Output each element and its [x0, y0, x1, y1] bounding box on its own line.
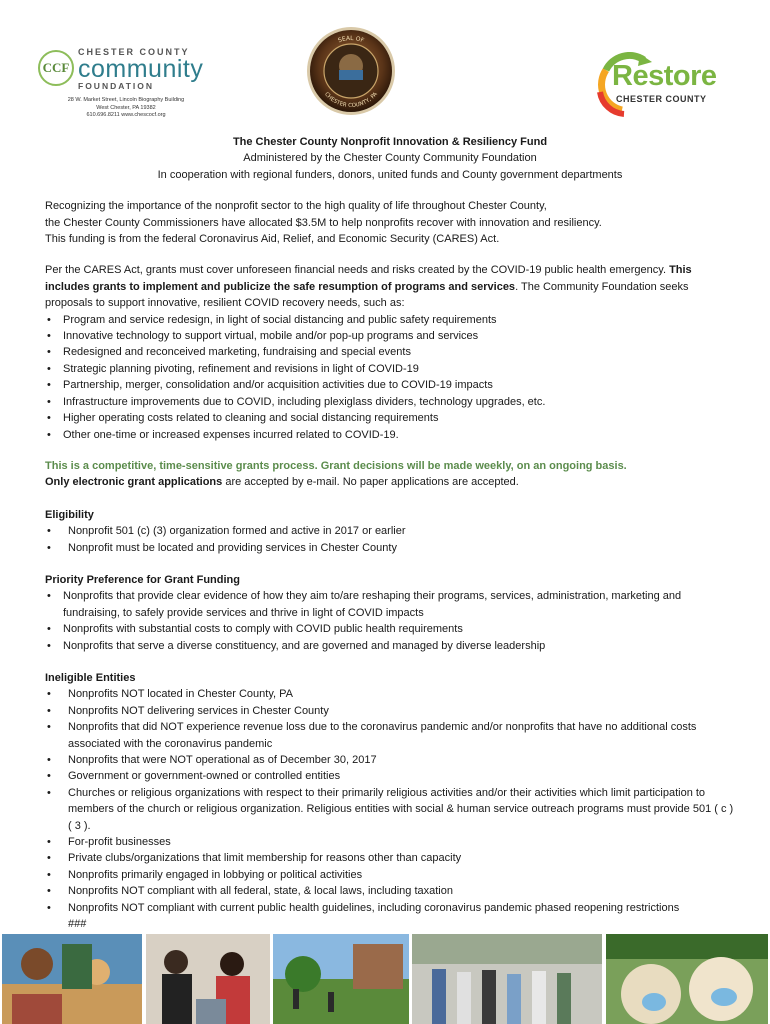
list-item: • For-profit businesses	[45, 834, 735, 850]
cccf-logo	[38, 44, 218, 124]
cccf-monogram: CCF	[38, 50, 74, 86]
eligible-uses-list	[45, 312, 735, 443]
cccf-address-line: 28 W. Market Street, Lincoln Biography Building	[67, 97, 185, 103]
application-notice-bold: Only electronic grant applications	[45, 476, 223, 489]
page-subtitle: Administered by the Chester County Community Foundation	[243, 152, 537, 165]
seal-shield-band	[339, 70, 363, 80]
page-title: The Chester County Nonprofit Innovation & Resiliency Fund	[232, 136, 548, 148]
list-item: • Nonprofit must be located and providing services in Chester County	[45, 540, 735, 556]
cares-text: Per the CARES Act, grants must cover unforeseen financial needs and risks created by the COVID-19 public health emergency.	[45, 264, 670, 277]
list-item: • Government or government-owned or controlled entities	[45, 768, 735, 784]
end-mark: ###	[68, 918, 87, 931]
list-item: • Nonprofits NOT located in Chester County, PA	[45, 686, 735, 702]
cccf-address	[66, 97, 186, 120]
cccf-logo-line1: CHESTER COUNTY	[78, 47, 190, 57]
dogs-in-masks-photo	[606, 934, 768, 1024]
list-item: • Private clubs/organizations that limit membership for reasons other than capacity	[45, 850, 735, 866]
photo-strip	[0, 934, 770, 1024]
list-item: • Nonprofits NOT compliant with all federal, state, & local laws, including taxation	[45, 883, 735, 899]
cccf-address-line: 610.696.8211 www.chescocf.org	[86, 112, 166, 118]
ineligible-list	[45, 686, 735, 916]
community-garden-photo	[273, 934, 409, 1024]
intro-line: the Chester County Commissioners have allocated $3.5M to help nonprofits recover with innovation and resiliency.	[45, 216, 602, 229]
list-item: • Partnership, merger, consolidation and/or acquisition activities due to COVID-19 impacts	[45, 377, 735, 393]
application-notice	[45, 474, 735, 490]
list-item: • Nonprofits with substantial costs to comply with COVID public health requirements	[45, 621, 735, 637]
list-item: • Infrastructure improvements due to COVID, including plexiglass dividers, technology upgrades, etc.	[45, 394, 735, 410]
county-seal	[306, 26, 396, 116]
restore-logo-word: Restore	[612, 60, 717, 92]
restore-logo-subtitle: CHESTER COUNTY	[616, 94, 707, 104]
list-item: • Churches or religious organizations with respect to their primarily religious activities and/or their activities which limit participation to members of the church or religious organization. Religious entities with social & human service outreach programs must provide 501 ( c ) ( 3 ).	[45, 785, 735, 834]
list-item: • Nonprofit 501 (c) (3) organization formed and active in 2017 or earlier	[45, 523, 735, 539]
cares-paragraph	[45, 262, 735, 311]
list-item: • Nonprofits NOT delivering services in Chester County	[45, 703, 735, 719]
intro-line: This funding is from the federal Coronavirus Aid, Relief, and Economic Security (CARES) Act.	[45, 233, 500, 246]
list-item: • Nonprofits that did NOT experience revenue loss due to the coronavirus pandemic and/or nonprofits that have no additional costs associated with the coronavirus pandemic	[45, 719, 735, 752]
eligibility-heading: Eligibility	[45, 508, 94, 521]
cares-bold-text: This includes grants to implement and publicize the safe resumption of programs and services	[45, 264, 692, 293]
application-notice-text: are accepted by e-mail. No paper applications are accepted.	[222, 476, 519, 489]
list-item: • Redesigned and reconceived marketing, fundraising and special events	[45, 344, 735, 360]
priority-heading: Priority Preference for Grant Funding	[45, 573, 240, 586]
page-subtitle: In cooperation with regional funders, donors, united funds and County government departments	[157, 168, 623, 181]
restore-chester-county-logo	[594, 52, 716, 118]
list-item: • Nonprofits that were NOT operational as of December 30, 2017	[45, 752, 735, 768]
document-body	[45, 134, 735, 932]
competitive-notice: This is a competitive, time-sensitive grants process. Grant decisions will be made weekly, on an ongoing basis.	[45, 459, 627, 472]
cccf-address-line: West Chester, PA 19382	[96, 104, 156, 111]
cccf-logo-line3: FOUNDATION	[78, 81, 155, 91]
mural-photo	[2, 934, 142, 1024]
volunteers-masks-photo	[146, 934, 270, 1024]
list-item: • Other one-time or increased expenses incurred related to COVID-19.	[45, 427, 735, 443]
seal-bottom-text: CHESTER COUNTY, PA	[323, 91, 379, 110]
list-item: • Higher operating costs related to cleaning and social distancing requirements	[45, 410, 735, 426]
list-item: • Nonprofits NOT compliant with current public health guidelines, including coronavirus pandemic phased reopening restrictions	[45, 900, 735, 916]
priority-list	[45, 588, 735, 654]
ineligible-heading: Ineligible Entities	[45, 671, 136, 684]
volunteer-group-photo	[412, 934, 602, 1024]
seal-top-text: SEAL OF	[337, 34, 365, 45]
list-item: • Strategic planning pivoting, refinement and revisions in light of COVID-19	[45, 361, 735, 377]
cares-text: . The Community Foundation seeks proposals to support innovative, resilient COVID recovery needs, such as:	[45, 280, 689, 310]
list-item: • Program and service redesign, in light of social distancing and public safety requirements	[45, 312, 735, 328]
eligibility-list	[45, 523, 735, 556]
list-item: • Nonprofits primarily engaged in lobbying or political activities	[45, 867, 735, 883]
list-item: • Nonprofits that provide clear evidence of how they aim to/are reshaping their programs, services, administration, marketing and fundraising, to safely provide services and thrive in light of COVID impacts	[45, 588, 735, 621]
intro-line: Recognizing the importance of the nonprofit sector to the high quality of life throughout Chester County,	[45, 200, 547, 213]
cccf-logo-line2: community	[78, 55, 204, 83]
list-item: • Innovative technology to support virtual, mobile and/or pop-up programs and services	[45, 328, 735, 344]
letterhead	[0, 0, 770, 130]
list-item: • Nonprofits that serve a diverse constituency, and are governed and managed by diverse leadership	[45, 638, 735, 654]
